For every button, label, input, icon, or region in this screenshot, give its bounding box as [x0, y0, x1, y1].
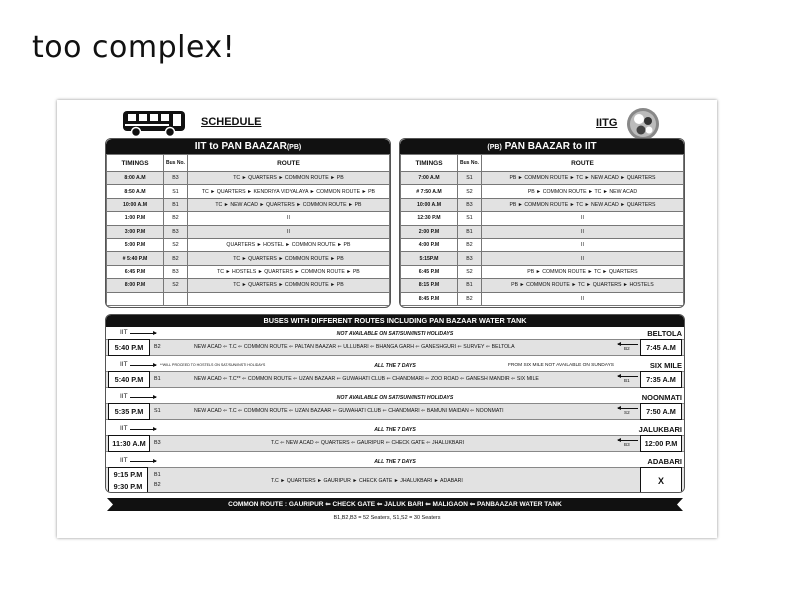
table-row [401, 265, 684, 278]
route-block-jalukbari [106, 424, 684, 456]
table-row [107, 185, 390, 198]
return-time: 7:45 A.M [640, 339, 682, 356]
table-row [107, 252, 390, 265]
route-cell: PB ► COMMON ROUTE ► TC ► QUARTERS [481, 265, 683, 278]
table-row [107, 225, 390, 238]
bus-number-cell: B3 [164, 225, 188, 238]
departure-time-cell: 5:15P.M [401, 252, 458, 265]
route-cell: TC ► QUARTERS ► COMMON ROUTE ► PB [187, 252, 389, 265]
departure-time-cell: 2:00 P.M [401, 225, 458, 238]
route-block-beltola [106, 328, 684, 360]
left-table-title-suffix: (PB) [286, 144, 302, 151]
bus-number-cell [164, 292, 188, 305]
departure-time-cell: 8:00 P.M [107, 279, 164, 292]
bus-number-cell: B1 [164, 198, 188, 211]
table-row [107, 172, 390, 185]
right-table-title [400, 139, 684, 154]
iit-to-panbazar-table [105, 138, 391, 308]
departure-time-cell: 10:00 A.M [107, 198, 164, 211]
bus-number-cell: B2 [164, 252, 188, 265]
iit-label: IIT [120, 457, 128, 464]
route-cell: TC ► QUARTERS ► COMMON ROUTE ► PB [187, 279, 389, 292]
route-stops: NEW ACAD ⇐ T.C** ⇐ COMMON ROUTE ⇐ UZAN BAZAAR ⇐ GUWAHATI CLUB ⇐ CHANDMARI ⇐ ZOO ROAD ⇐ GANESH MANDIR ⇐ SIX MILE [194, 376, 539, 382]
departure-times [108, 467, 148, 493]
table-row [401, 172, 684, 185]
route-stops: T.C ► QUARTERS ► GAURIPUR ► CHECK GATE ► JHALUKBARI ► ADABARI [271, 478, 463, 484]
right-table-title-prefix: (PB) [487, 144, 502, 151]
bus-number-cell: B1 [458, 225, 482, 238]
destination-label: NOONMATI [641, 393, 682, 402]
return-time: 12:00 P.M [640, 435, 682, 452]
left-arrow-icon [618, 408, 638, 409]
bus-schedule-document [57, 100, 717, 538]
bus-number-cell: S1 [164, 185, 188, 198]
route-cell: II [481, 238, 683, 251]
bus-no-header: Bus No. [164, 155, 188, 172]
bus-number-cell: B2 [458, 292, 482, 305]
departure-time-cell: # 5:40 P.M [107, 252, 164, 265]
route-cell: II [481, 225, 683, 238]
departure-time-cell: 7:00 A.M [401, 172, 458, 185]
table-row [401, 225, 684, 238]
bus-code: S1 [154, 408, 161, 414]
route-cell: TC ► NEW ACAD ► QUARTERS ► COMMON ROUTE ► PB [187, 198, 389, 211]
table-row [107, 279, 390, 292]
bus-number-cell: B1 [458, 279, 482, 292]
right-schedule-grid [400, 154, 684, 306]
left-table-title-text: IIT to PAN BAAZAR [194, 141, 287, 152]
route-row [106, 435, 684, 452]
route-cell: PB ► COMMON ROUTE ► TC ► NEW ACAD ► QUARTERS [481, 172, 683, 185]
slide-title: too complex! [32, 30, 236, 65]
table-row [107, 212, 390, 225]
common-route-text: COMMON ROUTE : GAURIPUR ⇐ CHECK GATE ⇐ JALUK BARI ⇐ MALIGAON ⇐ PANBAAZAR WATER TANK [228, 501, 562, 508]
org-label: IITG [596, 117, 618, 129]
route-block-noonmati [106, 392, 684, 424]
bus-no-header: Bus No. [458, 155, 482, 172]
departure-time-cell: 8:00 A.M [107, 172, 164, 185]
return-time: 7:50 A.M [640, 403, 682, 420]
bus-number-cell: B3 [458, 198, 482, 211]
table-row [401, 279, 684, 292]
departure-time-cell: 4:00 P.M [401, 238, 458, 251]
table-header-row [401, 155, 684, 172]
return-time: 7:35 A.M [640, 371, 682, 388]
departure-time-cell: 8:45 P.M [401, 292, 458, 305]
departure-time-cell: 12:30 P.M [401, 212, 458, 225]
table-row [107, 198, 390, 211]
bus-code-1: B1 [154, 472, 161, 478]
hostel-note: **WILL PROCEED TO HOSTELS ON SAT/SUN/INSTI HOLIDAYS [160, 363, 266, 367]
departure-time-cell: 3:00 P.M [107, 225, 164, 238]
table-row [401, 198, 684, 211]
departure-time: 5:40 P.M [108, 339, 150, 356]
table-row [107, 265, 390, 278]
table-row [401, 252, 684, 265]
table-row [401, 292, 684, 305]
table-row [107, 238, 390, 251]
table-header-row [107, 155, 390, 172]
route-cell: PB ► COMMON ROUTE ► TC ► QUARTERS ► HOSTELS [481, 279, 683, 292]
route-row [106, 371, 684, 388]
bus-number-cell: B3 [458, 252, 482, 265]
table-row [401, 238, 684, 251]
departure-time-cell: 6:45 P.M [107, 265, 164, 278]
departure-time: 11:30 A.M [108, 435, 150, 452]
route-stops: NEW ACAD ⇐ T.C ⇐ COMMON ROUTE ⇐ PALTAN BAAZAR ⇐ ULLUBARI ⇐ BHANGA GARH ⇐ GANESHGURI ⇐ SURVEY ⇐ BELTOLA [194, 344, 515, 350]
departure-time: 5:35 P.M [108, 403, 150, 420]
route-cell: QUARTERS ► HOSTEL ► COMMON ROUTE ► PB [187, 238, 389, 251]
table-row [401, 185, 684, 198]
route-header: ROUTE [187, 155, 389, 172]
return-bus-code: B3 [624, 442, 630, 447]
departure-time-cell: 8:15 P.M [401, 279, 458, 292]
availability-note: ALL THE 7 DAYS [374, 427, 416, 433]
destination-label: JALUKBARI [638, 425, 682, 434]
left-schedule-grid [106, 154, 390, 306]
bus-code: B2 [154, 344, 161, 350]
timings-header: TIMINGS [107, 155, 164, 172]
route-cell: TC ► HOSTELS ► QUARTERS ► COMMON ROUTE ► PB [187, 265, 389, 278]
route-row [106, 467, 684, 493]
departure-time-cell: # 7:50 A.M [401, 185, 458, 198]
route-block-six-mile [106, 360, 684, 392]
destination-label: BELTOLA [647, 329, 682, 338]
return-bus-code: S2 [624, 410, 630, 415]
seaters-note: B1,B2,B3 = 52 Seaters, S1,S2 = 30 Seaters [333, 515, 441, 521]
panbazar-to-iit-table [399, 138, 685, 308]
route-cell: II [187, 212, 389, 225]
route-row [106, 403, 684, 420]
route-stops: NEW ACAD ⇐ T.C ⇐ COMMON ROUTE ⇐ UZAN BAZAAR ⇐ GUWAHATI CLUB ⇐ CHANDMARI ⇐ BAMUNI MAIDAN ⇐ NOONMATI [194, 408, 504, 414]
bus-code: B3 [154, 440, 161, 446]
left-table-title [106, 139, 390, 154]
timings-header: TIMINGS [401, 155, 458, 172]
departure-time-cell: 1:00 P.M [107, 212, 164, 225]
bus-number-cell: B2 [164, 212, 188, 225]
return-bus-code: B1 [624, 378, 630, 383]
water-tank-routes-panel [105, 314, 685, 493]
bus-number-cell: B2 [458, 238, 482, 251]
bus-number-cell: S1 [458, 172, 482, 185]
destination-label: SIX MILE [649, 361, 682, 370]
bus-codes [154, 470, 161, 490]
table-row [107, 292, 390, 305]
no-return-mark: X [640, 467, 682, 493]
common-route-banner [107, 498, 683, 511]
departure-time: 5:40 P.M [108, 371, 150, 388]
bus-code: B1 [154, 376, 161, 382]
bus-number-cell: S2 [458, 265, 482, 278]
bus-icon [122, 110, 186, 138]
bus-number-cell: B3 [164, 172, 188, 185]
departure-time-cell: 5:00 P.M [107, 238, 164, 251]
route-block-adabari [106, 456, 684, 492]
water-tank-title: BUSES WITH DIFFERENT ROUTES INCLUDING PAN BAZAAR WATER TANK [106, 315, 684, 327]
left-arrow-icon [618, 440, 638, 441]
left-arrow-icon [618, 344, 638, 345]
iitg-logo-icon [626, 107, 660, 141]
departure-time-cell: 8:50 A.M [107, 185, 164, 198]
bus-number-cell: S2 [164, 238, 188, 251]
route-cell: PB ► COMMON ROUTE ► TC ► NEW ACAD ► QUARTERS [481, 198, 683, 211]
route-stops: T.C ⇐ NEW ACAD ⇐ QUARTERS ⇐ GAURIPUR ⇐ CHECK GATE ⇐ JHALUKBARI [271, 440, 465, 446]
right-table-title-text: PAN BAAZAR to IIT [504, 141, 597, 152]
route-cell: II [481, 212, 683, 225]
route-row [106, 339, 684, 356]
route-header: ROUTE [481, 155, 683, 172]
bus-code-2: B2 [154, 482, 161, 488]
availability-note: ALL THE 7 DAYS [374, 363, 416, 369]
schedule-heading: SCHEDULE [201, 116, 262, 128]
iit-label: IIT [120, 361, 128, 368]
route-cell: TC ► QUARTERS ► COMMON ROUTE ► PB [187, 172, 389, 185]
route-cell: II [187, 225, 389, 238]
departure-time-cell: 10:00 A.M [401, 198, 458, 211]
bus-number-cell: S2 [458, 185, 482, 198]
iit-label: IIT [120, 425, 128, 432]
table-row [401, 212, 684, 225]
iit-label: IIT [120, 393, 128, 400]
bus-number-cell: B3 [164, 265, 188, 278]
route-cell [187, 292, 389, 305]
route-cell: PB ► COMMON ROUTE ► TC ► NEW ACAD [481, 185, 683, 198]
departure-time-cell [107, 292, 164, 305]
left-arrow-icon [618, 376, 638, 377]
availability-note: ALL THE 7 DAYS [374, 459, 416, 465]
departure-time-1: 9:15 P.M [113, 470, 143, 479]
return-bus-code: B2 [624, 346, 630, 351]
sunday-note: FROM SIX MILE NOT AVAILABLE ON SUNDAYS [508, 363, 615, 368]
route-cell: II [481, 292, 683, 305]
iit-label: IIT [120, 329, 128, 336]
route-cell: II [481, 252, 683, 265]
departure-time-cell: 6:45 P.M [401, 265, 458, 278]
availability-note: NOT AVAILABLE ON SAT/SUN/INSTI HOLIDAYS [336, 395, 454, 401]
availability-note: NOT AVAILABLE ON SAT/SUN/INSTI HOLIDAYS [336, 331, 454, 337]
bus-number-cell: S2 [164, 279, 188, 292]
route-cell: TC ► QUARTERS ► KENDRIYA VIDYALAYA ► COMMON ROUTE ► PB [187, 185, 389, 198]
departure-time-2: 9:30 P.M [113, 482, 143, 491]
destination-label: ADABARI [647, 457, 682, 466]
bus-number-cell: S1 [458, 212, 482, 225]
